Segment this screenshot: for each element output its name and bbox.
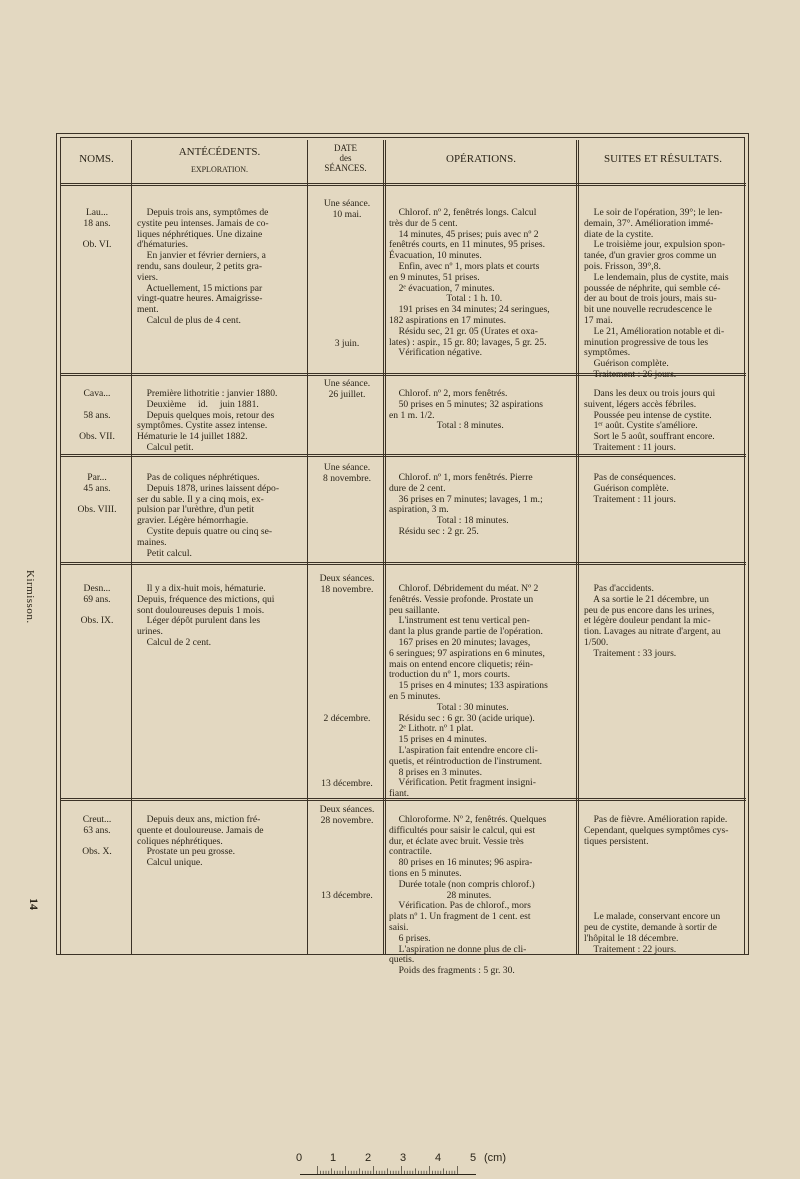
scale-unit: (cm): [484, 1152, 506, 1164]
row-operations: Chloroforme. Nº 2, fenêtrés. Quelques difficultés pour saisir le calcul, qui est dur, et éclate avec bruit. Vessie très contractile. 80 prises en 16 minutes; 96 aspira- tions en 5 minutes. Durée totale (non compris chlorof.) 28 minutes. Vérification. Pas de chlorof., mors plats nº 1. Un fragment de 1 cent. est saisi. 6 prises. L'aspiration ne donne plus de cli- quetis. Poids des fragments : 5 gr. 30.: [389, 815, 547, 977]
row-antecedents: Première lithotritie : janvier 1880. Deuxième id. juin 1881. Depuis quelques mois, retour des symptômes. Cystite assez intense. Hématurie le 14 juillet 1882. Calcul petit.: [137, 389, 278, 453]
row-name: Lau... 18 ans. Ob. VI.: [82, 208, 112, 251]
row-dates: Une séance. 10 mai. 3 juin.: [323, 199, 371, 350]
header-rule: [60, 183, 746, 186]
row-name: Par... 45 ans. Obs. VIII.: [77, 473, 117, 516]
row-name: Creut... 63 ans. Obs. X.: [82, 815, 112, 858]
row-results: Le soir de l'opération, 39°; le len- demain, 37°. Amélioration immé- diate de la cystite. Le troisième jour, expulsion spon- tanée, d'un gravier gros comme un pois. Frisson, 39°,8. Le lendemain, plus de cystite, mais poussée de néphrite, qui semble cé- der au bout de trois jours, mais su- bit une nouvelle recrudescence le 17 mai. Le 21, Amélioration notable et di- minution progressive de tous les symptômes. Guérison complète. Traitement : 26 jours.: [584, 208, 729, 380]
row-results: Pas de conséquences. Guérison complète. Traitement : 11 jours.: [593, 473, 676, 505]
row-operations: Chlorof. nº 1, mors fenêtrés. Pierre dure de 2 cent. 36 prises en 7 minutes; lavages, 1 m.; aspiration, 3 m. Total : 18 minutes. Résidu sec : 2 gr. 25.: [389, 473, 543, 537]
header-noms: NOMS.: [79, 153, 114, 165]
row-dates: Une séance. 26 juillet.: [323, 379, 371, 400]
header-date: [308, 143, 383, 173]
column-rule: [307, 140, 308, 955]
row-dates: Une séance. 8 novembre.: [323, 463, 371, 484]
row-rule: [60, 454, 746, 457]
row-antecedents: Depuis trois ans, symptômes de cystite peu intenses. Jamais de co- liques néphrétiques. Une dizaine d'hématuries. En janvier et février derniers, a rendu, sans douleur, 2 petits gra- viers. Actuellement, 15 mictions par vingt-quatre heures. Amaigrisse- ment. Calcul de plus de 4 cent.: [137, 208, 269, 326]
scale-ruler: [296, 1152, 506, 1176]
scale-label: 0: [296, 1152, 303, 1164]
scale-ticks: [300, 1166, 476, 1175]
column-rule: [383, 140, 386, 955]
header-date-line2: des: [339, 153, 352, 163]
row-dates: Deux séances. 18 novembre. 2 décembre. 13 décembre.: [319, 574, 375, 790]
header-exploration: EXPLORATION.: [190, 165, 249, 174]
scale-label: 3: [400, 1152, 407, 1164]
row-operations: Chlorof. nº 2, mors fenêtrés. 50 prises en 5 minutes; 32 aspirations en 1 m. 1/2. Total : 8 minutes.: [389, 389, 544, 432]
margin-author: Kirmisson.: [24, 570, 36, 624]
scale-label: 4: [435, 1152, 442, 1164]
row-results: Dans les deux ou trois jours qui suivent, légers accès fébriles. Poussée peu intense de cystite. 1ᵉʳ août. Cystite s'améliore. Sort le 5 août, souffrant encore. Traitement : 11 jours.: [584, 389, 716, 453]
row-rule: [60, 562, 746, 565]
header-operations: OPÉRATIONS.: [446, 153, 516, 165]
row-operations: Chlorof. Débridement du méat. Nº 2 fenêtrés. Vessie profonde. Prostate un peu saillante. L'instrument est tenu vertical pen- dant la plus grande partie de l'opération. 167 prises en 20 minutes; lavages, 6 seringues; 97 aspirations en 6 minutes, mais on entend encore cliquetis; réin- troduction du nº 1, mors courts. 15 prises en 4 minutes; 133 aspirations en 5 minutes. Total : 30 minutes. Résidu sec : 6 gr. 30 (acide urique). 2ᵉ Lithotr. nº 1 plat. 15 prises en 4 minutes. L'aspiration fait entendre encore cli- quetis, et réintroduction de l'instrument. 8 prises en 3 minutes. Vérification. Petit fragment insigni- fiant.: [389, 584, 548, 800]
scale-label: 5: [470, 1152, 477, 1164]
scale-label: 1: [330, 1152, 337, 1164]
row-results: Pas de fièvre. Amélioration rapide. Cependant, quelques symptômes cys- tiques persistent. Le malade, conservant encore un peu de cystite, demande à sortir de l'hôpital le 18 décembre. Traitement : 22 jours.: [584, 815, 729, 955]
row-name: Cava... 58 ans. Obs. VII.: [79, 389, 115, 443]
row-antecedents: Il y a dix-huit mois, hématurie. Depuis, fréquence des mictions, qui sont douloureuses depuis 1 mois. Léger dépôt purulent dans les urines. Calcul de 2 cent.: [137, 584, 275, 648]
row-operations: Chlorof. nº 2, fenêtrés longs. Calcul très dur de 5 cent. 14 minutes, 45 prises; puis avec nº 2 fenêtrés courts, en 11 minutes, 95 prises. Évacuation, 10 minutes. Enfin, avec nº 1, mors plats et courts en 9 minutes, 51 prises. 2ᵉ évacuation, 7 minutes. Total : 1 h. 10. 191 prises en 34 minutes; 24 seringues, 182 aspirations en 17 minutes. Résidu sec, 21 gr. 05 (Urates et oxa- lates) : aspir., 15 gr. 80; lavages, 5 gr. 25. Vérification négative.: [389, 208, 550, 359]
row-antecedents: Depuis deux ans, miction fré- quente et douloureuse. Jamais de coliques néphrétiques. Prostate un peu grosse. Calcul unique.: [137, 815, 264, 869]
header-antecedents: [132, 146, 307, 176]
row-dates: Deux séances. 28 novembre. 13 décembre.: [319, 805, 375, 902]
column-rule: [131, 140, 132, 955]
header-antecedents-title: ANTÉCÉDENTS.: [178, 146, 261, 158]
row-name: Desn... 69 ans. Obs. IX.: [80, 584, 114, 627]
header-date-line3: SÉANCES.: [324, 163, 367, 173]
header-suites: SUITES ET RÉSULTATS.: [604, 153, 722, 165]
page-number: 14: [27, 898, 41, 910]
row-antecedents: Pas de coliques néphrétiques. Depuis 1878, urines laissent dépo- ser du sable. Il y a cinq mois, ex- pulsion par l'urèthre, d'un petit gravier. Légère hémorrhagie. Cystite depuis quatre ou cinq se- maines. Petit calcul.: [137, 473, 280, 559]
header-date-line1: DATE: [334, 143, 357, 153]
scale-label: 2: [365, 1152, 372, 1164]
row-results: Pas d'accidents. A sa sortie le 21 décembre, un peu de pus encore dans les urines, et légère douleur pendant la mic- tion. Lavages au nitrate d'argent, au 1/500. Traitement : 33 jours.: [584, 584, 721, 659]
